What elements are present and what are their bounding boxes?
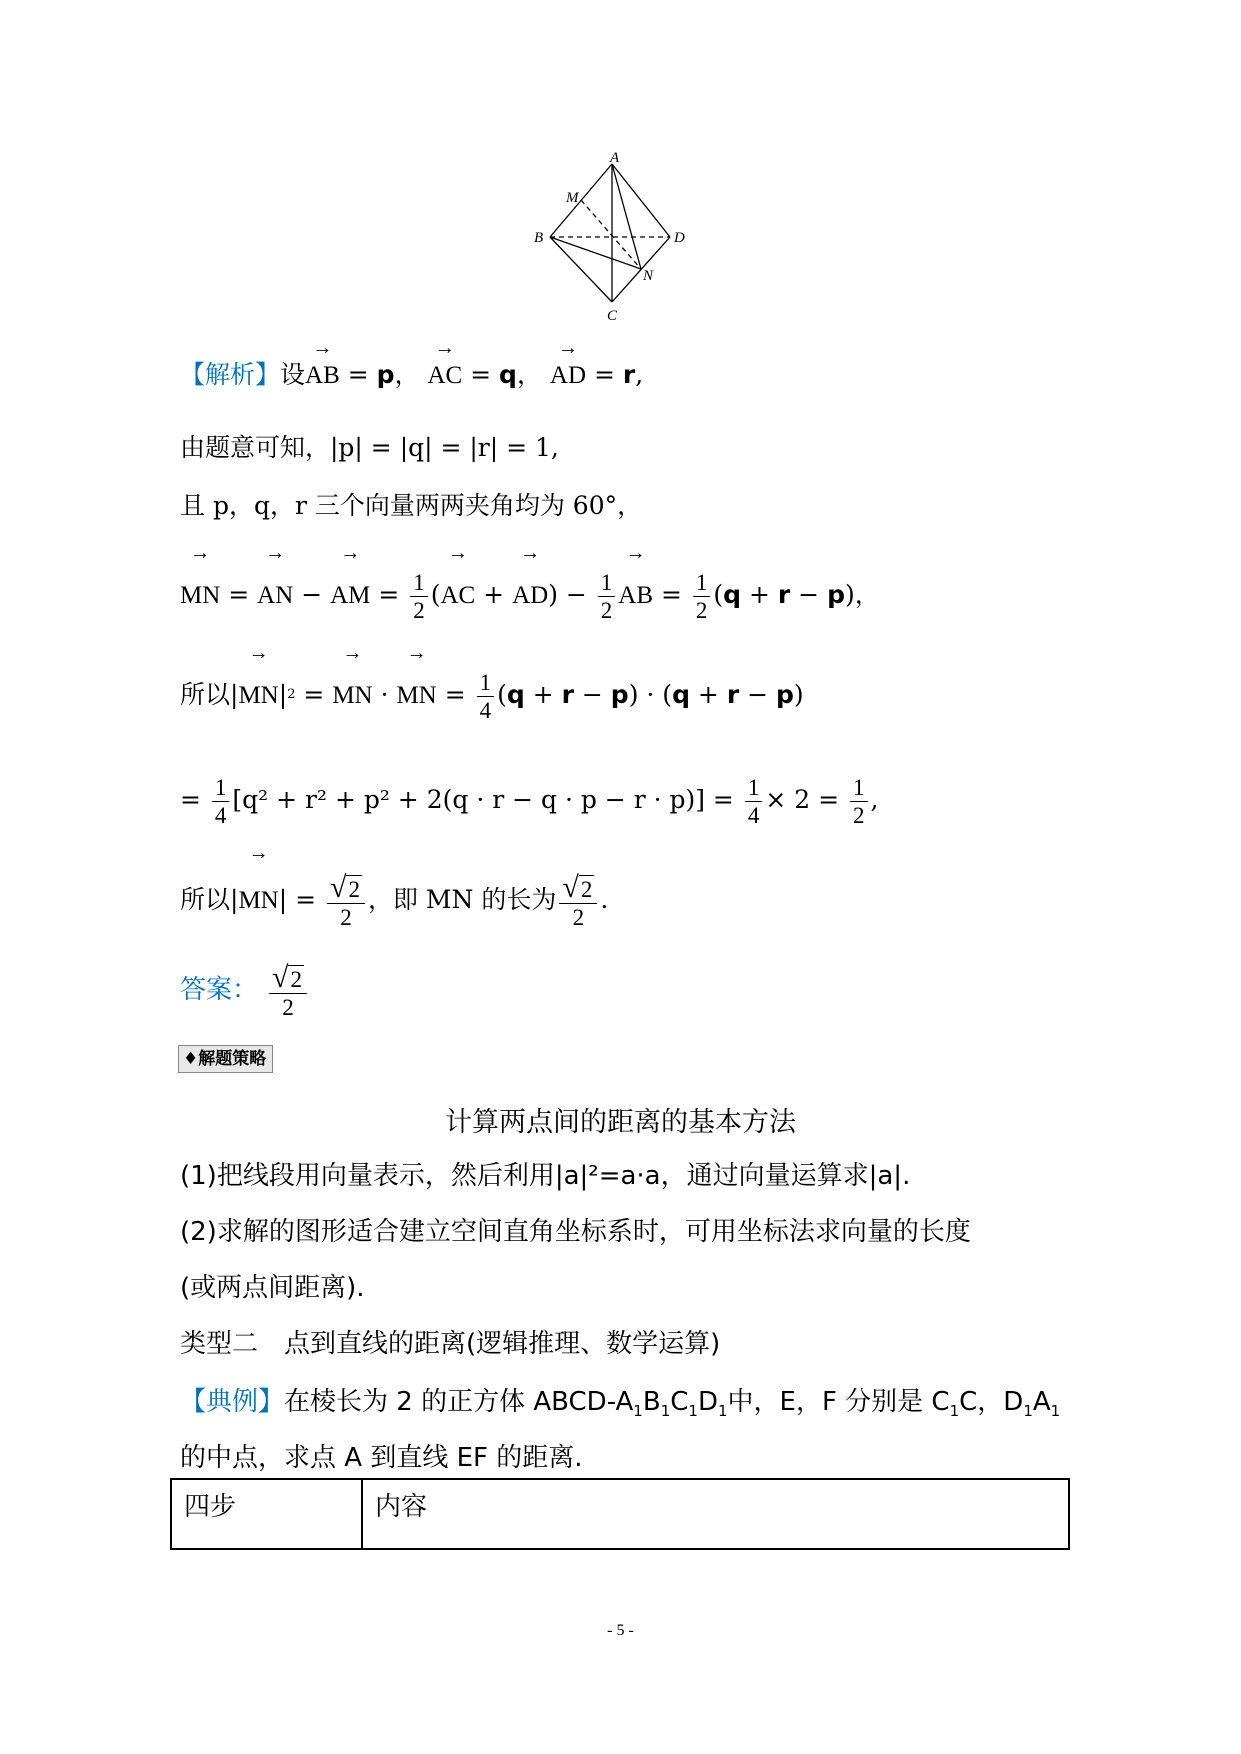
tetrahedron-figure <box>530 150 710 325</box>
solution-line-mn: → MN = → AN − → AM = $\frac{1}{2}$ (→ AC + → AD) − $\frac{1}{2}$ → AB = $\frac{1}{2}$ (q + r − p)， <box>180 560 880 631</box>
solution-line-mn-squared: 所以|→ $MN|^2$ = → MN · → MN = $\frac{1}{4}$ (q + r − p) · (q + r − p) <box>180 660 804 731</box>
table-header-steps: 四步 <box>171 1479 362 1549</box>
analysis-tag: 【解析】 <box>180 360 281 389</box>
table-header-content: 内容 <box>362 1479 1069 1549</box>
label-d: D <box>674 230 685 246</box>
label-b: B <box>534 230 544 246</box>
solution-line-3: 且 p，q，r 三个向量两两夹角均为 60°， <box>180 491 643 520</box>
page-number: - 5 - <box>607 1622 634 1639</box>
label-a: A <box>610 150 620 166</box>
solution-line-1: 【解析】设→ AB = p， → AC = q， → AD = r, <box>180 355 643 396</box>
type2-heading: 类型二 点到直线的距离(逻辑推理、数学运算) <box>180 1329 721 1359</box>
strategy-title: 计算两点间的距离的基本方法 <box>445 1107 796 1138</box>
answer-line: 答案： √ 2 2 <box>180 950 310 1030</box>
solution-line-result: 所以|→ MN| = √ 2 2 ，即 MN 的长为 √ 2 2 . <box>180 860 608 941</box>
label-m: M <box>566 190 579 206</box>
strategy-item-2b: (或两点间距离). <box>180 1273 365 1303</box>
strategy-item-2a: (2)求解的图形适合建立空间直角坐标系时，可用坐标法求向量的长度 <box>180 1217 971 1247</box>
label-n: N <box>643 268 654 284</box>
example-line-1: 【典例】在棱长为 2 的正方体 ABCD-$A_1B_1C_1D_1$中，E，F 分别是 $C_1C$，$D_1A_1$ <box>180 1387 1061 1421</box>
strategy-item-1: (1)把线段用向量表示，然后利用|a|²=a·a，通过向量运算求|a|. <box>180 1161 911 1191</box>
label-c: C <box>607 308 618 324</box>
solution-line-2: 由题意可知，|p| = |q| = |r| = 1, <box>180 433 559 462</box>
solution-line-bracket: = $\frac{1}{4}$ [q² + r² + p² + 2(q · r − q · p − r · p)] = $\frac{1}{4}$ × 2 = $\frac{1}{2}$ , <box>180 775 879 828</box>
answer-label: 答案： <box>180 975 259 1005</box>
example-tag: 【典例】 <box>180 1387 285 1417</box>
strategy-badge: ♦解题策略 <box>178 1045 273 1073</box>
steps-table <box>170 1478 1070 1550</box>
example-line-2: 的中点，求点 A 到直线 EF 的距离. <box>180 1443 583 1473</box>
